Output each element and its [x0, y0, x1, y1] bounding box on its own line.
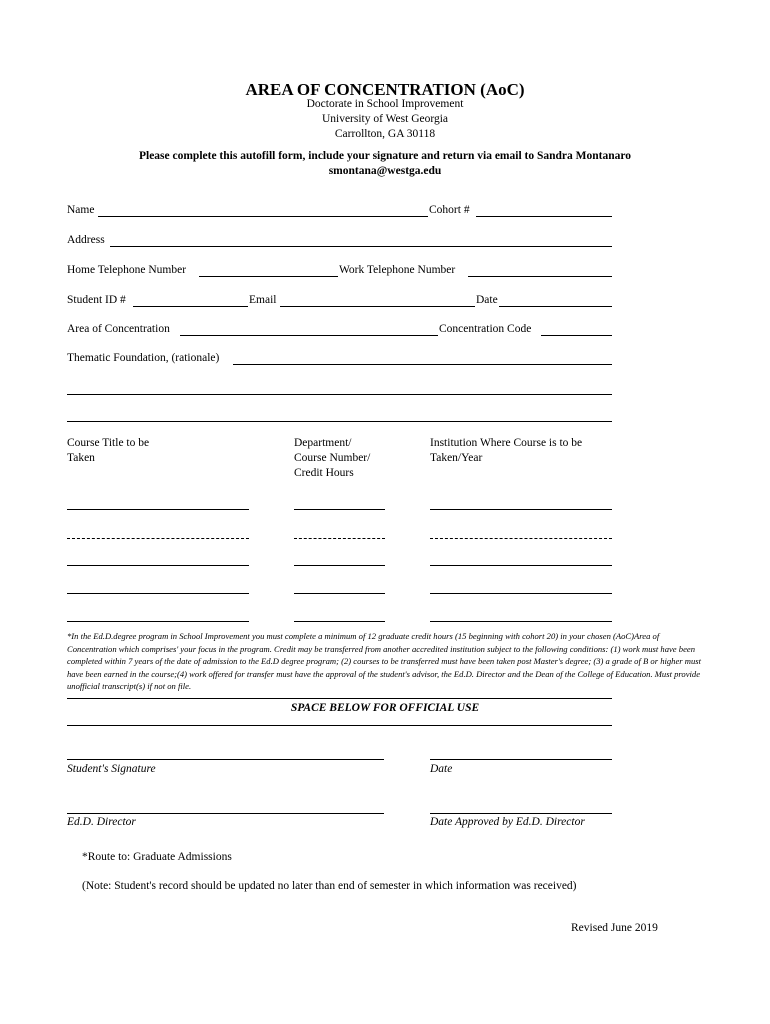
institution-header-line2: Taken/Year [430, 452, 483, 464]
thematic-field-2[interactable] [69, 380, 610, 394]
name-field[interactable] [100, 202, 426, 216]
course-5-dept-field[interactable] [296, 606, 383, 620]
student-id-underline [133, 306, 248, 307]
student-date-field[interactable] [432, 744, 610, 758]
official-bottom-line [67, 725, 612, 726]
student-date-label: Date [430, 763, 453, 775]
cohort-field[interactable] [478, 202, 610, 216]
course-1-inst-field[interactable] [432, 494, 610, 508]
course-row-5-title [67, 621, 249, 622]
thematic-label: Thematic Foundation, (rationale) [67, 352, 220, 364]
home-phone-underline [199, 276, 338, 277]
student-id-field[interactable] [135, 292, 246, 306]
instruction-text: Please complete this autofill form, include your signature and return via email to Sandra Montanaro [138, 150, 632, 162]
department-header-line3: Credit Hours [294, 467, 354, 479]
course-title-header-line1: Course Title to be [67, 437, 150, 449]
department-header-line2: Course Number/ [294, 452, 371, 464]
date-underline [499, 306, 612, 307]
conc-code-underline [541, 335, 612, 336]
course-row-1-dept [294, 509, 385, 510]
student-date-line [430, 759, 612, 760]
course-3-inst-field[interactable] [432, 550, 610, 564]
official-top-line [67, 698, 612, 699]
course-row-3-title [67, 565, 249, 566]
course-5-title-field[interactable] [69, 606, 247, 620]
course-row-3-inst [430, 565, 612, 566]
course-row-4-title [67, 593, 249, 594]
home-phone-label: Home Telephone Number [67, 264, 187, 276]
date-approved-label: Date Approved by Ed.D. Director [430, 816, 585, 828]
address-label: Address [67, 234, 105, 246]
date-field[interactable] [501, 292, 610, 306]
university-name: University of West Georgia [321, 113, 449, 125]
director-date-line [430, 813, 612, 814]
contact-email: smontana@westga.edu [328, 165, 442, 177]
work-phone-label: Work Telephone Number [339, 264, 456, 276]
area-field[interactable] [182, 321, 436, 335]
course-row-4-inst [430, 593, 612, 594]
director-date-field[interactable] [432, 798, 610, 812]
area-label: Area of Concentration [67, 323, 170, 335]
course-5-inst-field[interactable] [432, 606, 610, 620]
course-2-title-field[interactable] [69, 523, 247, 537]
course-row-3-dept [294, 565, 385, 566]
course-row-5-inst [430, 621, 612, 622]
course-3-title-field[interactable] [69, 550, 247, 564]
revision-date: Revised June 2019 [571, 922, 658, 934]
department-header [294, 436, 370, 481]
course-row-1-title [67, 509, 249, 510]
course-row-2-dept [294, 538, 385, 539]
work-phone-underline [468, 276, 612, 277]
institution-header-line1: Institution Where Course is to be [430, 437, 583, 449]
thematic-line-2 [67, 394, 612, 395]
work-phone-field[interactable] [470, 262, 610, 276]
conc-code-label: Concentration Code [439, 323, 532, 335]
official-use-heading: SPACE BELOW FOR OFFICIAL USE [290, 702, 480, 714]
course-4-dept-field[interactable] [296, 578, 383, 592]
course-row-1-inst [430, 509, 612, 510]
name-label: Name [67, 204, 95, 216]
course-title-header [67, 436, 149, 466]
thematic-underline [233, 364, 612, 365]
director-label: Ed.D. Director [67, 816, 136, 828]
thematic-line-3 [67, 421, 612, 422]
course-4-title-field[interactable] [69, 578, 247, 592]
director-signature-line [67, 813, 384, 814]
student-signature-label: Student's Signature [67, 763, 156, 775]
course-row-2-inst [430, 538, 612, 539]
university-address: Carrollton, GA 30118 [334, 128, 436, 140]
course-row-4-dept [294, 593, 385, 594]
course-row-2-title [67, 538, 249, 539]
course-1-dept-field[interactable] [296, 494, 383, 508]
course-1-title-field[interactable] [69, 494, 247, 508]
credit-requirements-note: *In the Ed.D.degree program in School Improvement you must complete a minimum of 12 graduate credit hours (15 beginning with cohort 20) in your chosen (AoC)Area of Concentration which comprises' your focus in the program. Credit may be transferred from another accredited institution subject to the following conditions: (1) work must have been completed within 7 years of the date of admission to the Ed.D degree program; (2) courses to be transferred must have been taken post Master's degree; (3) a grade of B or higher must have been earned in the course;(4) work offered for transfer must have the approval of the student's advisor, the Ed.D. Director and the Dean of the College of Education. Must provide unofficial transcript(s) if not on file. [67, 631, 702, 691]
student-id-label: Student ID # [67, 294, 126, 306]
area-underline [180, 335, 438, 336]
course-row-5-dept [294, 621, 385, 622]
student-signature-line [67, 759, 384, 760]
email-field[interactable] [282, 292, 473, 306]
conc-code-field[interactable] [543, 321, 610, 335]
date-label: Date [476, 294, 498, 306]
cohort-label: Cohort # [429, 204, 470, 216]
course-3-dept-field[interactable] [296, 550, 383, 564]
form-title: AREA OF CONCENTRATION (AoC) [245, 80, 525, 99]
name-underline [98, 216, 428, 217]
course-2-dept-field[interactable] [296, 523, 383, 537]
thematic-field[interactable] [235, 350, 610, 364]
department-header-line1: Department/ [294, 437, 352, 449]
home-phone-field[interactable] [201, 262, 336, 276]
student-signature-field[interactable] [69, 744, 382, 758]
institution-header [430, 436, 582, 466]
course-2-inst-field[interactable] [432, 523, 610, 537]
program-name: Doctorate in School Improvement [306, 98, 464, 110]
thematic-field-3[interactable] [69, 407, 610, 421]
route-text: *Route to: Graduate Admissions [82, 851, 232, 863]
record-update-note: (Note: Student's record should be updated no later than end of semester in which information was received) [82, 880, 577, 892]
course-title-header-line2: Taken [67, 452, 95, 464]
address-underline [110, 246, 612, 247]
director-signature-field[interactable] [69, 798, 382, 812]
email-underline [280, 306, 475, 307]
course-4-inst-field[interactable] [432, 578, 610, 592]
email-label: Email [249, 294, 277, 306]
cohort-underline [476, 216, 612, 217]
address-field[interactable] [112, 232, 610, 246]
